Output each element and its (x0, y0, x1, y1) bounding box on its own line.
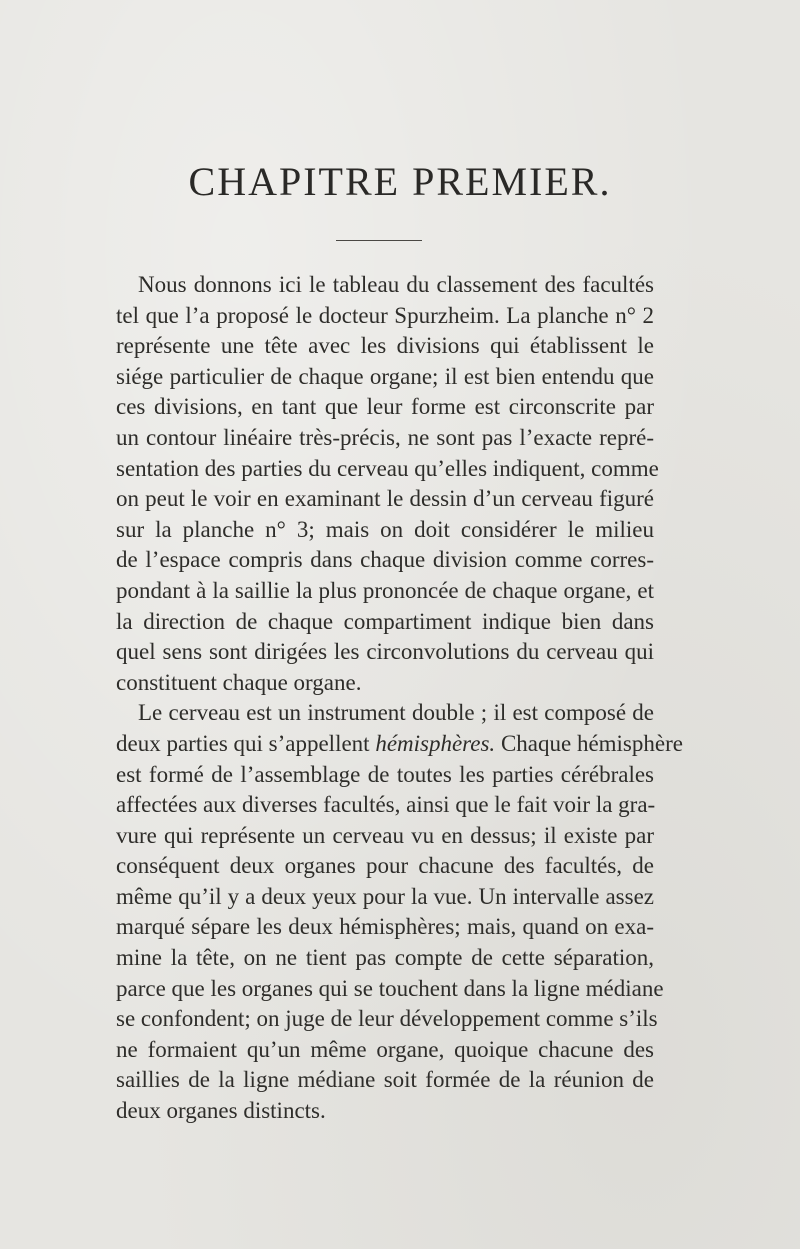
text-line: représente une tête avec les divisions qui établissent le (116, 333, 654, 359)
text-line-with-italic (116, 729, 683, 760)
text-run: deux parties qui s’appellent (116, 730, 376, 756)
text-line: deux organes distincts. (116, 1098, 326, 1124)
text-line: la direction de chaque compartiment indique bien dans (116, 608, 654, 634)
text-line: constituent chaque organe. (116, 669, 362, 695)
chapter-title: CHAPITRE PREMIER. (188, 159, 612, 204)
text-run: Chaque hémisphère (495, 730, 683, 756)
text-line: même qu’il y a deux yeux pour la vue. Un intervalle assez (116, 883, 654, 909)
text-line: quel sens sont dirigées les circonvolutions du cerveau qui (116, 639, 654, 665)
text-line: se confondent; on juge de leur développement comme s’ils (116, 1006, 658, 1032)
text-line: siége particulier de chaque organe; il est bien entendu que (116, 363, 654, 389)
text-line: de l’espace compris dans chaque division comme corres- (116, 547, 654, 573)
text-line: on peut le voir en examinant le dessin d’un cerveau figuré (116, 486, 654, 512)
text-line: marqué sépare les deux hémisphères; mais, quand on exa- (116, 914, 654, 940)
text-line: mine la tête, on ne tient pas compte de cette séparation, (116, 945, 654, 971)
text-line: conséquent deux organes pour chacune des facultés, de (116, 853, 654, 879)
text-line: Nous donnons ici le tableau du classement des facultés (138, 272, 654, 297)
text-line: ne formaient qu’un même organe, quoique chacune des (116, 1036, 654, 1062)
text-line: sentation des parties du cerveau qu’elles indiquent, comme (116, 455, 659, 481)
text-line: saillies de la ligne médiane soit formée de la réunion de (116, 1067, 654, 1093)
text-line: un contour linéaire très-précis, ne sont pas l’exacte repré- (116, 424, 654, 450)
title-divider (336, 240, 422, 241)
text-line: tel que l’a proposé le docteur Spurzheim. La planche n° 2 (116, 302, 654, 328)
text-line: vure qui représente un cerveau vu en dessus; il existe par (116, 822, 654, 848)
text-line: sur la planche n° 3; mais on doit considérer le milieu (116, 516, 654, 542)
italic-term: hémisphères. (375, 730, 496, 756)
text-line: affectées aux diverses facultés, ainsi que le fait voir la gra- (116, 792, 656, 818)
text-line: pondant à la saillie la plus prononcée de chaque organe, et (116, 577, 654, 603)
text-line: Le cerveau est un instrument double ; il est composé de (138, 700, 654, 726)
paragraph-2 (116, 698, 683, 1126)
text-line: parce que les organes qui se touchent dans la ligne médiane (116, 975, 664, 1001)
text-line: ces divisions, en tant que leur forme est circonscrite par (116, 394, 654, 420)
body-text (116, 270, 683, 1127)
paragraph-1 (116, 270, 659, 698)
text-line: est formé de l’assemblage de toutes les parties cérébrales (116, 761, 654, 787)
